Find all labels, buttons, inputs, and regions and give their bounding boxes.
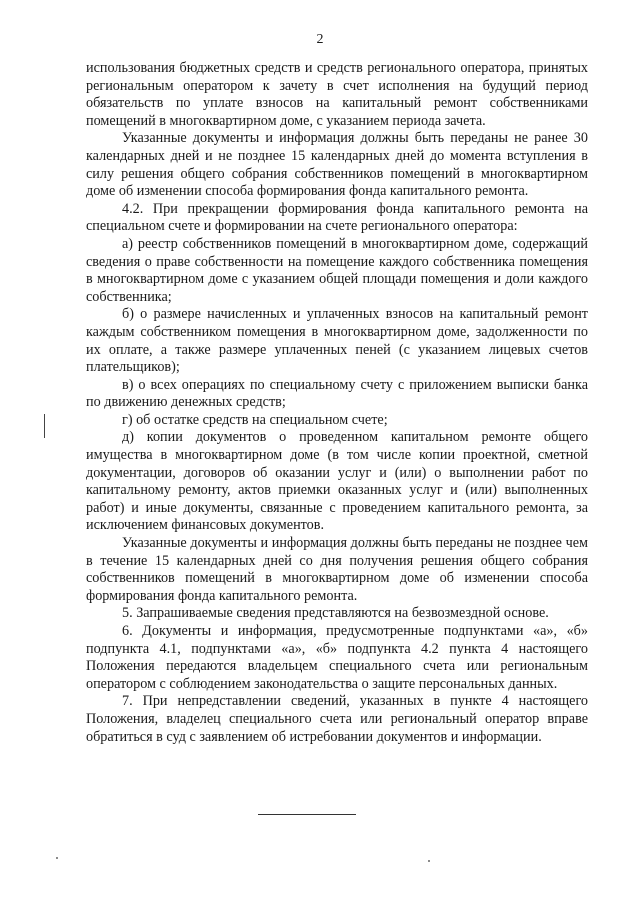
page-number: 2 [316,32,324,47]
subitem-d: д) копии документов о проведенном капитальном ремонте общего имущества в многоквартирном доме (в том числе копии проектной, сметной документации, договоров об оказании услуг и (или) о выполнении работ по капитальному ремонту, актов приемки оказанных услуг и (или) выполненных работ) и иные документы, связанные с проведением капитального ремонта, за исключением финансовых документов. [86,429,588,534]
scan-speck [428,860,430,862]
paragraph-transfer-deadline: Указанные документы и информация должны быть переданы не ранее 30 календарных дней и не позднее 15 календарных дней до момента вступления в силу решения общего собрания собственников помещений в многоквартирном доме об изменении способа формирования фонда капитального ремонта. [86,130,588,200]
subitem-v: в) о всех операциях по специальному счету с приложением выписки банка по движению денежных средств; [86,376,588,411]
document-body [86,60,588,746]
paragraph-7: 7. При непредставлении сведений, указанных в пункте 4 настоящего Положения, владелец специального счета или региональный оператор вправе обратиться в суд с заявлением об истребовании документов и информации. [86,693,588,745]
closing-rule [258,814,356,815]
scan-speck [56,857,58,859]
subitem-a: а) реестр собственников помещений в многоквартирном доме, содержащий сведения о праве собственности на помещение каждого собственника помещения в многоквартирном доме с указанием общей площади помещения и доли каждого собственника; [86,235,588,305]
subitem-g: г) об остатке средств на специальном счете; [122,411,388,428]
paragraph-1-continuation: использования бюджетных средств и средств регионального оператора, принятых региональным оператором к зачету в счет исполнения на будущий период обязательств по уплате взносов на капитальный ремонт собственниками помещений в многоквартирном доме, с указанием периода зачета. [86,60,588,129]
subitem-b: б) о размере начисленных и уплаченных взносов на капитальный ремонт каждым собственником помещения в многоквартирном доме, задолженности по их оплате, а также размере уплаченных пеней (с указанием лицевых счетов плательщиков); [86,306,588,376]
paragraph-6: 6. Документы и информация, предусмотренные подпунктами «а», «б» подпункта 4.1, подпунктами «а», «б» подпункта 4.2 пункта 4 настоящего Положения передаются владельцем специального счета или региональным оператором с соблюдением законодательства о защите персональных данных. [86,623,588,692]
paragraph-5: 5. Запрашиваемые сведения представляются на безвозмездной основе. [122,605,549,622]
margin-mark [44,414,45,438]
paragraph-transfer-deadline-2: Указанные документы и информация должны быть переданы не позднее чем в течение 15 календарных дней со дня получения решения общего собрания собственников помещений в многоквартирном доме об изменении способа формирования фонда капитального ремонта. [86,535,588,604]
paragraph-4-2: 4.2. При прекращении формирования фонда капитального ремонта на специальном счете и формировании на счете регионального оператора: [86,200,588,235]
